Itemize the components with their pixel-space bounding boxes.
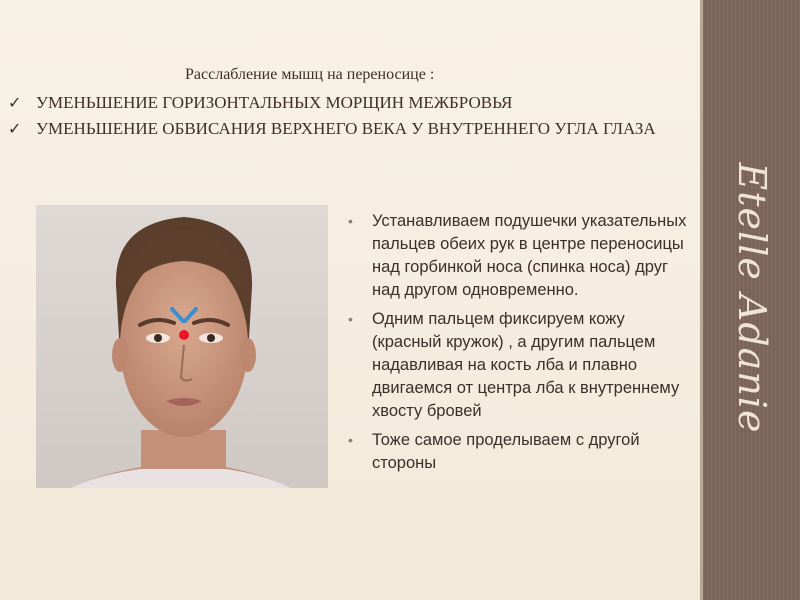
instruction-item [342,210,687,302]
instruction-text: Тоже самое проделываем с другой стороны [372,431,640,472]
face-illustration [36,205,328,488]
instruction-text: Устанавливаем подушечки указательных пальцев обеих рук в центре переносицы над горбинкой носа (спинка носа) друг над другом одновременно. [372,212,687,299]
checklist-item [8,92,688,114]
instructions-list [342,210,687,481]
check-icon: ✓ [8,119,22,138]
instruction-item [342,429,687,475]
instruction-item [342,308,687,423]
brand-logo-text: Etelle Adanie [730,162,774,434]
checklist-item-text: УМЕНЬШЕНИЕ ГОРИЗОНТАЛЬНЫХ МОРЩИН МЕЖБРОВЬЯ [36,93,513,112]
slide-heading: Расслабление мышц на переносице : [185,66,435,83]
bullet-icon: • [348,213,353,229]
right-pupil [207,334,215,342]
checklist-item [8,118,688,140]
bullet-icon: • [348,311,353,327]
checklist-item-text: УМЕНЬШЕНИЕ ОБВИСАНИЯ ВЕРХНЕГО ВЕКА У ВНУТРЕННЕГО УГЛА ГЛАЗА [36,119,656,138]
right-ear [240,338,256,372]
check-icon: ✓ [8,93,22,112]
left-ear [112,338,128,372]
red-dot-marker [179,330,189,340]
face-photo [36,205,328,488]
instruction-text: Одним пальцем фиксируем кожу (красный кружок) , а другим пальцем надавливая на кость лба и плавно двигаемся от центра лба к внутреннему хвосту бровей [372,310,680,420]
benefits-checklist [8,92,688,144]
bullet-icon: • [348,432,353,448]
left-pupil [154,334,162,342]
